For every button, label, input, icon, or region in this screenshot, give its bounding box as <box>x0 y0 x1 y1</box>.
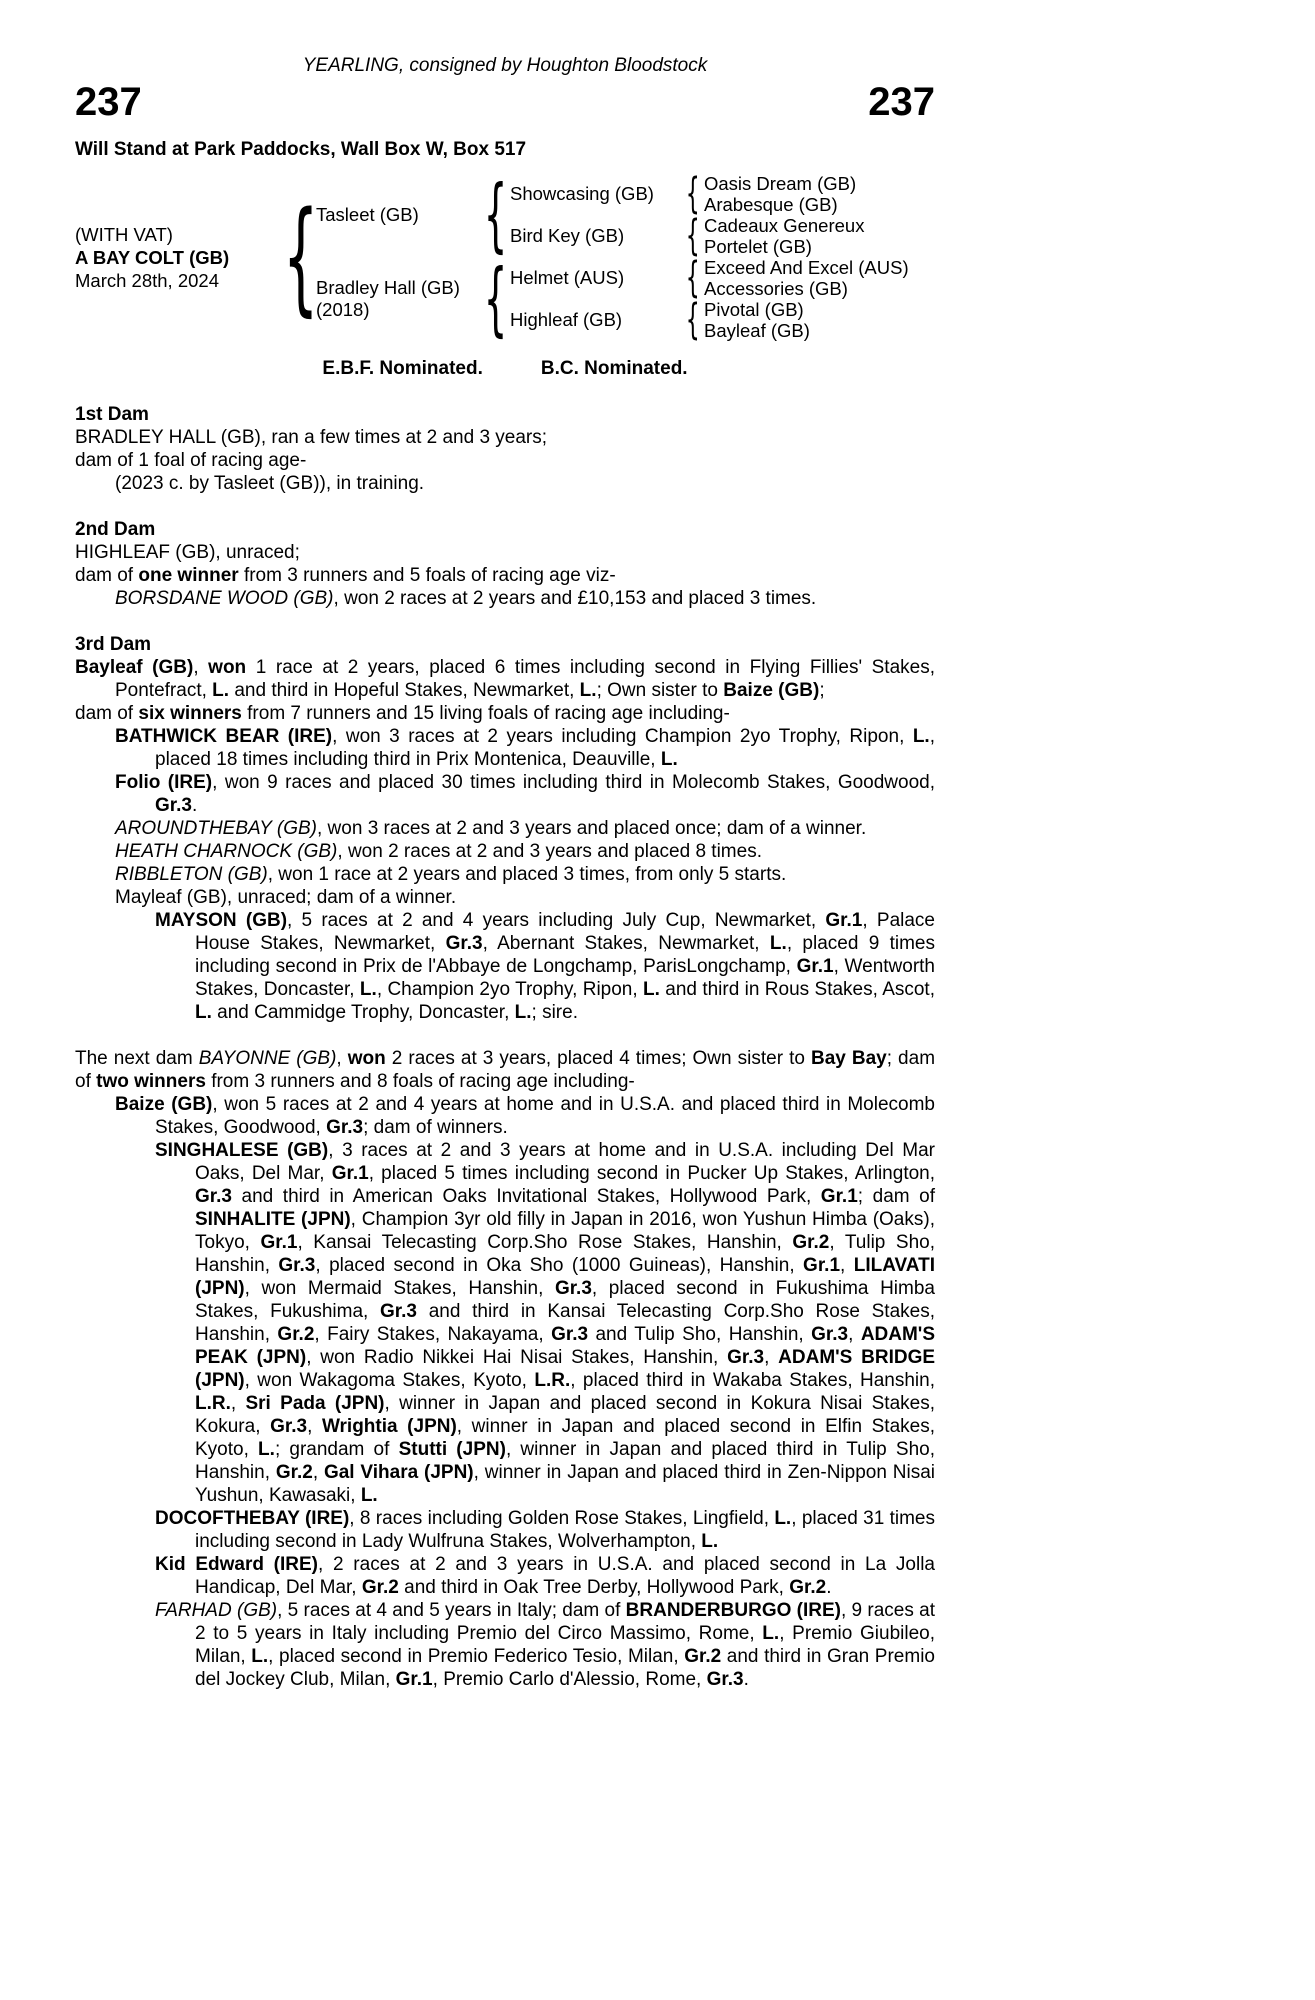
dam-dam-name: Highleaf (GB) <box>510 309 623 330</box>
stand-location: Will Stand at Park Paddocks, Wall Box W, Box 517 <box>75 139 527 160</box>
catalogue-page <box>75 0 935 1691</box>
paragraph: MAYSON (GB), 5 races at 2 and 4 years including July Cup, Newmarket, Gr.1, Palace House Stakes, Newmarket, Gr.3, Abernant Stakes, Newmarket, L., placed 9 times including second in Prix de l'Abbaye de Longchamp, ParisLongchamp, Gr.1, Wentworth Stakes, Doncaster, L., Champion 2yo Trophy, Ripon, L. and third in Rous Stakes, Ascot, L. and Cammidge Trophy, Doncaster, L.; sire. <box>155 910 936 1023</box>
great-granddam-name: Arabesque (GB) <box>704 194 838 215</box>
lot-number-left: 237 <box>75 80 142 124</box>
paragraph: HEATH CHARNOCK (GB), won 2 races at 2 and 3 years and placed 8 times. <box>115 841 762 862</box>
paragraph: Baize (GB), won 5 races at 2 and 4 years at home and in U.S.A. and placed third in Molecomb Stakes, Goodwood, Gr.3; dam of winners. <box>115 1094 935 1138</box>
pedigree-section <box>75 403 935 495</box>
pedigree-section <box>75 1047 935 1691</box>
great-grandsire-name: Cadeaux Genereux <box>704 215 865 236</box>
pedigree-main-brace: { <box>283 185 319 329</box>
sire-name-text: Tasleet (GB) <box>316 204 419 225</box>
sire-dam-row <box>508 211 865 261</box>
sire-dam-brace: { <box>686 211 701 261</box>
lot-number-row <box>75 82 935 122</box>
ebf-nomination: E.B.F. Nominated. <box>322 358 483 379</box>
sire-sire-row <box>508 169 864 219</box>
great-granddam-name: Bayleaf (GB) <box>704 320 810 341</box>
pedigree-section <box>75 518 935 610</box>
paragraph: The next dam BAYONNE (GB), won 2 races at 3 years, placed 4 times; Own sister to Bay Bay; dam of two winners from 3 runners and 8 foals of racing age including- <box>75 1048 936 1092</box>
paragraph: dam of 1 foal of racing age- <box>75 450 307 471</box>
great-granddam-name: Accessories (GB) <box>704 278 848 299</box>
pedigree-parents-column <box>314 168 909 346</box>
dam-name-text: Bradley Hall (GB) <box>316 277 460 298</box>
sire-name <box>314 204 484 226</box>
paragraph: FARHAD (GB), 5 races at 4 and 5 years in Italy; dam of BRANDERBURGO (IRE), 9 races at 2 to 5 years in Italy including Premio del Circo Massimo, Rome, L., Premio Giubileo, Milan, L., placed second in Premio Federico Tesio, Milan, Gr.2 and third in Gran Premio del Jockey Club, Milan, Gr.1, Premio Carlo d'Alessio, Rome, Gr.3. <box>155 1600 935 1690</box>
dam-sire-brace: { <box>686 253 701 303</box>
paragraph: SINGHALESE (GB), 3 races at 2 and 3 years at home and in U.S.A. including Del Mar Oaks, Del Mar, Gr.1, placed 5 times including second in Pucker Up Stakes, Arlington, Gr.3 and third in American Oaks Invitational Stakes, Hollywood Park, Gr.1; dam of SINHALITE (JPN), Champion 3yr old filly in Japan in 2016, won Yushun Himba (Oaks), Tokyo, Gr.1, Kansai Telecasting Corp.Sho Rose Stakes, Hanshin, Gr.2, Tulip Sho, Hanshin, Gr.3, placed second in Oka Sho (1000 Guineas), Hanshin, Gr.1, LILAVATI (JPN), won Mermaid Stakes, Hanshin, Gr.3, placed second in Fukushima Himba Stakes, Fukushima, Gr.3 and third in Kansai Telecasting Corp.Sho Rose Stakes, Hanshin, Gr.2, Fairy Stakes, Nakayama, Gr.3 and Tulip Sho, Hanshin, Gr.3, ADAM'S PEAK (JPN), won Radio Nikkei Hai Nisai Stakes, Hanshin, Gr.3, ADAM'S BRIDGE (JPN), won Wakagoma Stakes, Kyoto, L.R., placed third in Wakaba Stakes, Hanshin, L.R., Sri Pada (JPN), winner in Japan and placed second in Kokura Nisai Stakes, Kokura, Gr.3, Wrightia (JPN), winner in Japan and placed second in Elfin Stakes, Kyoto, L.; grandam of Stutti (JPN), winner in Japan and placed third in Tulip Sho, Hanshin, Gr.2, Gal Vihara (JPN), winner in Japan and placed third in Zen-Nippon Nisai Yushun, Kawasaki, L. <box>155 1140 936 1506</box>
great-grandsire-name: Exceed And Excel (AUS) <box>704 257 909 278</box>
dam-sire-name: Helmet (AUS) <box>510 267 625 288</box>
dam-name <box>314 277 484 321</box>
dam-brace: { <box>484 252 508 346</box>
paragraph: Kid Edward (IRE), 2 races at 2 and 3 years in U.S.A. and placed second in La Jolla Handicap, Del Mar, Gr.2 and third in Oak Tree Derby, Hollywood Park, Gr.2. <box>155 1554 935 1598</box>
paragraph: BRADLEY HALL (GB), ran a few times at 2 and 3 years; <box>75 427 548 448</box>
paragraph: HIGHLEAF (GB), unraced; <box>75 542 300 563</box>
paragraph: (2023 c. by Tasleet (GB)), in training. <box>115 473 425 494</box>
dam-year: (2018) <box>316 299 370 320</box>
sire-sire-brace: { <box>686 169 701 219</box>
lot-number-right: 237 <box>868 80 935 124</box>
dam-dam-parents <box>704 299 810 341</box>
dam-dam-brace: { <box>686 295 701 345</box>
dam-sire-parents <box>704 257 909 299</box>
dam-sire-row <box>508 253 909 303</box>
sire-grandparents <box>508 169 865 261</box>
paragraph: AROUNDTHEBAY (GB), won 3 races at 2 and 3 years and placed once; dam of a winner. <box>115 818 867 839</box>
foal-date: March 28th, 2024 <box>75 269 219 291</box>
dam-grandparents <box>508 253 909 345</box>
paragraph: DOCOFTHEBAY (IRE), 8 races including Golden Rose Stakes, Lingfield, L., placed 31 times including second in Lady Wulfruna Stakes, Wolverhampton, L. <box>155 1508 935 1552</box>
pedigree-table <box>75 168 935 346</box>
paragraph: Mayleaf (GB), unraced; dam of a winner. <box>115 887 457 908</box>
paragraph: Bayleaf (GB), won 1 race at 2 years, placed 6 times including second in Flying Fillies' Stakes, Pontefract, L. and third in Hopeful Stakes, Newmarket, L.; Own sister to Baize (GB); <box>75 657 935 701</box>
paragraph: dam of one winner from 3 runners and 5 foals of racing age viz- <box>75 565 616 586</box>
paragraph: BATHWICK BEAR (IRE), won 3 races at 2 years including Champion 2yo Trophy, Ripon, L., placed 18 times including third in Prix Montenica, Deauville, L. <box>115 726 935 770</box>
sire-row <box>314 168 909 262</box>
sire-sire-name: Showcasing (GB) <box>510 183 654 204</box>
nominations-row <box>75 358 935 380</box>
dam-dam-row <box>508 295 909 345</box>
pedigree-text-sections <box>75 403 935 1691</box>
sire-dam-parents <box>704 215 864 257</box>
vat-note: (WITH VAT) <box>75 223 173 245</box>
dam-row <box>314 252 909 346</box>
great-granddam-name: Portelet (GB) <box>704 236 812 257</box>
colt-name: A BAY COLT (GB) <box>75 246 230 268</box>
paragraph: BORSDANE WOOD (GB), won 2 races at 2 years and £10,153 and placed 3 times. <box>115 588 817 609</box>
bc-nomination: B.C. Nominated. <box>540 358 688 379</box>
section-heading: 1st Dam <box>75 404 149 425</box>
section-heading: 2nd Dam <box>75 519 156 540</box>
great-grandsire-name: Pivotal (GB) <box>704 299 804 320</box>
section-heading: 3rd Dam <box>75 634 152 655</box>
great-grandsire-name: Oasis Dream (GB) <box>704 173 857 194</box>
paragraph: Folio (IRE), won 9 races and placed 30 times including third in Molecomb Stakes, Goodwood, Gr.3. <box>115 772 935 816</box>
sire-sire-parents <box>704 173 856 215</box>
colt-info <box>75 223 288 292</box>
paragraph: dam of six winners from 7 runners and 15 living foals of racing age including- <box>75 703 730 724</box>
sire-brace: { <box>484 168 508 262</box>
sire-dam-name: Bird Key (GB) <box>510 225 625 246</box>
paragraph: RIBBLETON (GB), won 1 race at 2 years and placed 3 times, from only 5 starts. <box>115 864 787 885</box>
consignor-line: YEARLING, consigned by Houghton Bloodstock <box>302 55 708 76</box>
pedigree-section <box>75 633 935 1024</box>
